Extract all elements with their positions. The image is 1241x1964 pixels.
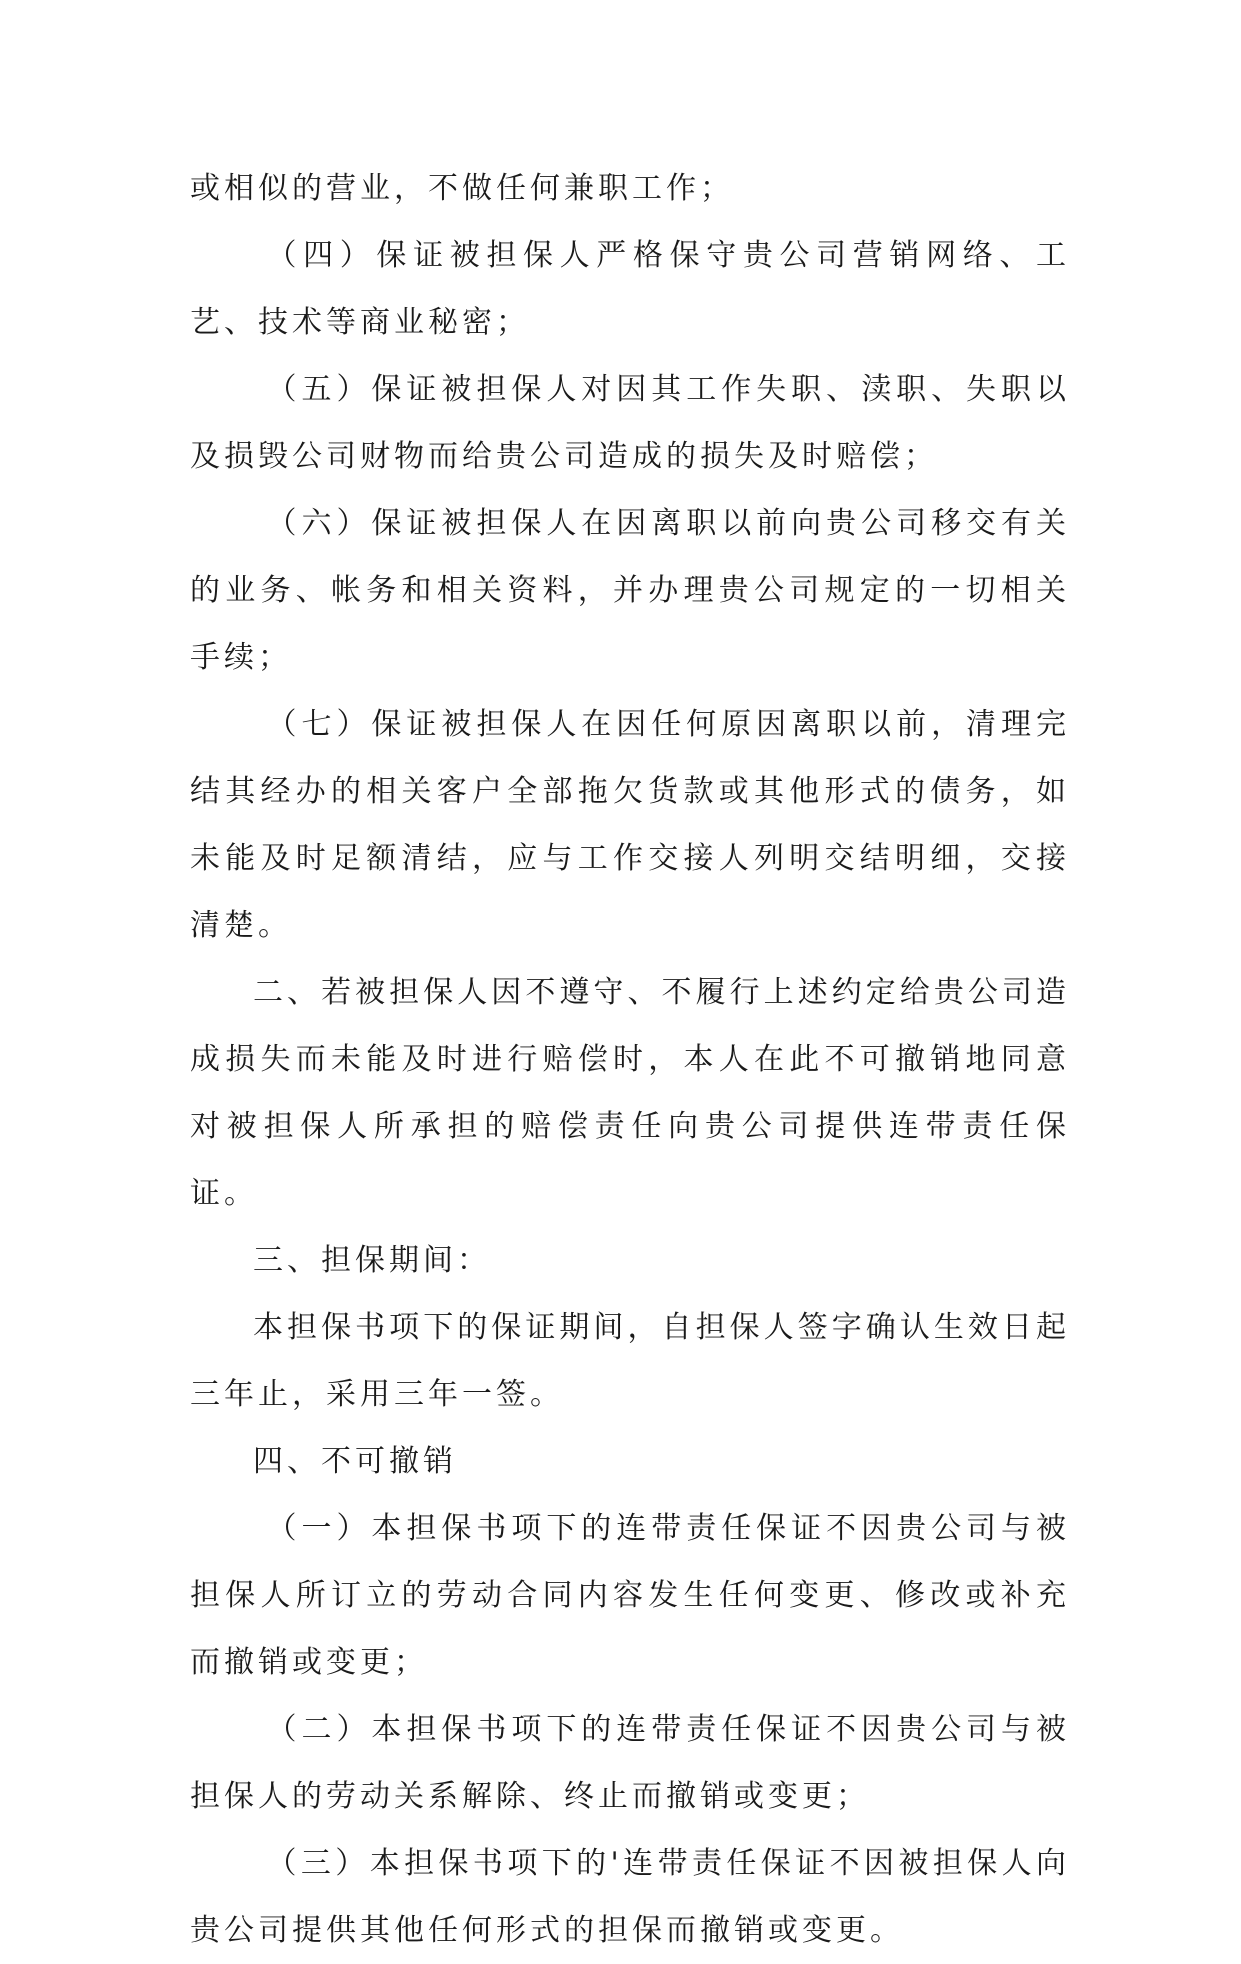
section-4-heading: 四、不可撤销 <box>253 1444 457 1479</box>
document-body <box>190 155 1070 1964</box>
section-4-item-1: （一）本担保书项下的连带责任保证不因贵公司与被担保人所订立的劳动合同内容发生任何变更、修改或补充而撤销或变更； <box>190 1511 1070 1680</box>
section-2-joint-liability: 二、若被担保人因不遵守、不履行上述约定给贵公司造成损失而未能及时进行赔偿时，本人在此不可撤销地同意对被担保人所承担的赔偿责任向贵公司提供连带责任保证。 <box>190 975 1070 1211</box>
section-3-heading: 三、担保期间： <box>253 1243 491 1278</box>
paragraph-continuation: 或相似的营业，不做任何兼职工作； <box>190 171 734 206</box>
section-3-guarantee-period: 本担保书项下的保证期间，自担保人签字确认生效日起三年止，采用三年一签。 <box>190 1310 1070 1412</box>
section-4-item-2: （二）本担保书项下的连带责任保证不因贵公司与被担保人的劳动关系解除、终止而撤销或变更； <box>190 1712 1070 1814</box>
clause-6-handover: （六）保证被担保人在因离职以前向贵公司移交有关的业务、帐务和相关资料，并办理贵公司规定的一切相关手续； <box>190 506 1070 675</box>
clause-7-debt-settlement: （七）保证被担保人在因任何原因离职以前，清理完结其经办的相关客户全部拖欠货款或其他形式的债务，如未能及时足额清结，应与工作交接人列明交结明细，交接清楚。 <box>190 707 1070 943</box>
clause-5-compensation: （五）保证被担保人对因其工作失职、渎职、失职以及损毁公司财物而给贵公司造成的损失及时赔偿； <box>190 372 1070 474</box>
clause-4-trade-secrets: （四）保证被担保人严格保守贵公司营销网络、工艺、技术等商业秘密； <box>190 238 1070 340</box>
section-4-item-3: （三）本担保书项下的'连带责任保证不因被担保人向贵公司提供其他任何形式的担保而撤销或变更。 <box>190 1846 1070 1948</box>
